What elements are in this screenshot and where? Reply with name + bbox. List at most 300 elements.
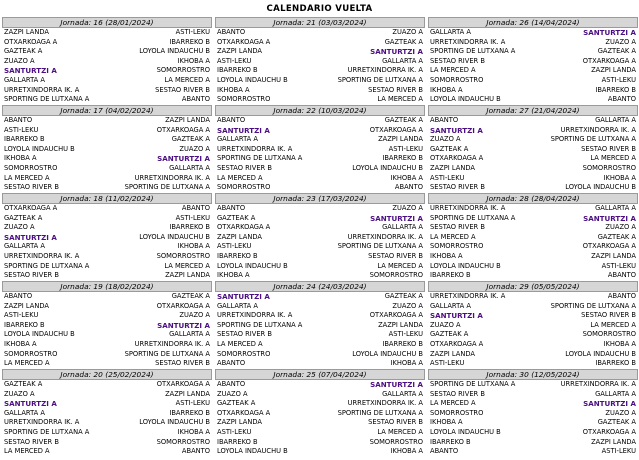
away-team: SANTURTZI A	[583, 213, 636, 223]
match-row	[2, 302, 212, 312]
match-row	[215, 292, 425, 302]
match-row	[2, 214, 212, 224]
match-row	[215, 321, 425, 331]
match-row	[215, 271, 425, 281]
away-team: ZUAZO A	[179, 311, 210, 320]
away-team: OTXARKOAGA A	[156, 301, 210, 310]
calendar-column	[428, 17, 638, 457]
away-team: ASTI-LEKU	[175, 399, 210, 408]
home-team: SANTURTZI A	[217, 125, 270, 135]
match-row	[2, 204, 212, 214]
home-team: ABANTO	[430, 116, 459, 124]
match-row	[428, 174, 638, 184]
home-team: SOMORROSTRO	[430, 408, 484, 417]
away-team: GAZTEAK A	[171, 135, 210, 144]
jornada-header: Jornada: 25 (07/04/2024)	[215, 369, 425, 380]
away-team: URRETXINDORRA IK. A	[134, 339, 210, 348]
home-team: SPORTING DE LUTXANA A	[4, 95, 90, 104]
away-team: IBARREKO B	[169, 223, 210, 232]
match-row	[215, 242, 425, 252]
home-team: GAZTEAK A	[430, 144, 469, 153]
match-row	[215, 418, 425, 428]
away-team: URRETXINDORRA IK. A	[347, 66, 423, 75]
away-team: URRETXINDORRA IK. A	[560, 125, 636, 134]
jornada-block	[428, 105, 638, 193]
away-team: SESTAO RIVER B	[368, 418, 423, 427]
home-team: GALLARTA A	[430, 28, 471, 36]
home-team: IBARREKO B	[4, 320, 45, 329]
away-team: OTXARKOAGA A	[156, 380, 210, 388]
home-team: IKHOBA A	[430, 418, 463, 427]
match-row	[2, 262, 212, 272]
home-team: GALLARTA A	[4, 75, 45, 84]
jornada-block	[428, 281, 638, 369]
away-team: LA MERCED A	[164, 75, 210, 84]
match-row	[428, 126, 638, 136]
home-team: GAZTEAK A	[4, 47, 43, 56]
home-team: ABANTO	[4, 116, 33, 124]
home-team: SOMORROSTRO	[4, 163, 58, 172]
match-row	[2, 38, 212, 48]
match-row	[2, 223, 212, 233]
home-team: LA MERCED A	[430, 399, 476, 408]
away-team: ABANTO	[394, 183, 423, 192]
match-row	[428, 350, 638, 360]
jornada-header: Jornada: 30 (12/05/2024)	[428, 369, 638, 380]
home-team: IBARREKO B	[430, 271, 471, 280]
match-row	[428, 380, 638, 390]
match-row	[2, 321, 212, 331]
away-team: SESTAO RIVER B	[155, 85, 210, 94]
home-team: OTXARKOAGA A	[217, 408, 271, 417]
match-row	[215, 154, 425, 164]
match-row	[428, 252, 638, 262]
away-team: ZUAZO A	[605, 37, 636, 46]
jornada-block	[428, 369, 638, 457]
match-row	[428, 340, 638, 350]
home-team: ABANTO	[217, 116, 246, 124]
away-team: IBARREKO B	[382, 339, 423, 348]
match-row	[428, 223, 638, 233]
away-team: ZUAZO A	[605, 408, 636, 417]
home-team: URRETXINDORRA IK. A	[4, 418, 80, 427]
match-row	[428, 164, 638, 174]
home-team: OTXARKOAGA A	[217, 37, 271, 46]
away-team: ASTI-LEKU	[601, 261, 636, 270]
away-team: LOYOLA INDAUCHU B	[139, 47, 210, 56]
jornada-block	[428, 17, 638, 105]
match-row	[2, 57, 212, 67]
home-team: ABANTO	[217, 359, 246, 368]
match-row	[2, 340, 212, 350]
away-team: SOMORROSTRO	[369, 271, 423, 280]
match-row	[428, 47, 638, 57]
away-team: OTXARKOAGA A	[156, 125, 210, 134]
away-team: LOYOLA INDAUCHU B	[565, 349, 636, 358]
match-row	[2, 418, 212, 428]
match-row	[428, 447, 638, 457]
match-row	[2, 233, 212, 243]
jornada-header: Jornada: 19 (18/02/2024)	[2, 281, 212, 292]
match-row	[215, 28, 425, 38]
home-team: ABANTO	[4, 292, 33, 300]
away-team: OTXARKOAGA A	[582, 427, 636, 436]
home-team: SANTURTZI A	[217, 292, 270, 301]
home-team: LOYOLA INDAUCHU B	[217, 261, 288, 270]
match-row	[428, 154, 638, 164]
away-team: ABANTO	[181, 95, 210, 104]
home-team: SANTURTZI A	[4, 66, 57, 76]
away-team: SANTURTZI A	[583, 399, 636, 409]
away-team: IKHOBA A	[603, 173, 636, 182]
home-team: ZUAZO A	[430, 135, 461, 144]
away-team: ZAZPI LANDA	[165, 271, 210, 280]
away-team: GAZTEAK A	[384, 37, 423, 46]
away-team: GALLARTA A	[382, 56, 423, 65]
home-team: GALLARTA A	[4, 242, 45, 251]
away-team: ZAZPI LANDA	[165, 389, 210, 398]
match-row	[2, 409, 212, 419]
home-team: SESTAO RIVER B	[430, 223, 485, 232]
home-team: GAZTEAK A	[4, 213, 43, 222]
match-row	[428, 204, 638, 214]
home-team: IBARREKO B	[430, 437, 471, 446]
away-team: ASTI-LEKU	[388, 330, 423, 339]
home-team: SANTURTZI A	[430, 125, 483, 135]
match-row	[215, 47, 425, 57]
away-team: SPORTING DE LUTXANA A	[124, 349, 210, 358]
away-team: URRETXINDORRA IK. A	[347, 399, 423, 408]
home-team: GAZTEAK A	[430, 330, 469, 339]
away-team: ABANTO	[607, 292, 636, 300]
away-team: IKHOBA A	[177, 427, 210, 436]
home-team: GAZTEAK A	[217, 213, 256, 222]
match-row	[215, 409, 425, 419]
away-team: LA MERCED A	[377, 427, 423, 436]
match-row	[2, 126, 212, 136]
match-row	[215, 116, 425, 126]
jornada-header: Jornada: 16 (28/01/2024)	[2, 17, 212, 28]
match-row	[215, 262, 425, 272]
match-row	[428, 214, 638, 224]
away-team: ZUAZO A	[392, 28, 423, 36]
jornada-header: Jornada: 21 (03/03/2024)	[215, 17, 425, 28]
away-team: SANTURTZI A	[370, 213, 423, 223]
home-team: SPORTING DE LUTXANA A	[430, 213, 516, 222]
jornada-block	[215, 193, 425, 281]
match-row	[2, 135, 212, 145]
home-team: OTXARKOAGA A	[4, 37, 58, 46]
match-row	[428, 409, 638, 419]
away-team: SOMORROSTRO	[582, 163, 636, 172]
away-team: GALLARTA A	[595, 204, 636, 212]
home-team: ABANTO	[217, 204, 246, 212]
home-team: URRETXINDORRA IK. A	[217, 144, 293, 153]
match-row	[215, 164, 425, 174]
away-team: SANTURTZI A	[583, 28, 636, 37]
away-team: SESTAO RIVER B	[581, 144, 636, 153]
home-team: SPORTING DE LUTXANA A	[4, 427, 90, 436]
jornada-header: Jornada: 29 (05/05/2024)	[428, 281, 638, 292]
match-row	[428, 76, 638, 86]
away-team: SOMORROSTRO	[582, 330, 636, 339]
home-team: LA MERCED A	[4, 173, 50, 182]
match-row	[215, 302, 425, 312]
match-row	[428, 399, 638, 409]
home-team: ABANTO	[217, 380, 246, 388]
match-row	[2, 242, 212, 252]
home-team: OTXARKOAGA A	[430, 154, 484, 163]
home-team: SPORTING DE LUTXANA A	[217, 320, 303, 329]
home-team: IKHOBA A	[4, 339, 37, 348]
away-team: SANTURTZI A	[370, 380, 423, 389]
home-team: OTXARKOAGA A	[217, 223, 271, 232]
away-team: ZUAZO A	[392, 204, 423, 212]
away-team: ABANTO	[607, 271, 636, 280]
away-team: LOYOLA INDAUCHU B	[139, 232, 210, 241]
match-row	[428, 116, 638, 126]
home-team: SESTAO RIVER B	[430, 183, 485, 192]
home-team: ZUAZO A	[217, 389, 248, 398]
match-row	[215, 135, 425, 145]
match-row	[2, 428, 212, 438]
match-row	[428, 390, 638, 400]
away-team: LOYOLA INDAUCHU B	[565, 183, 636, 192]
away-team: LA MERCED A	[377, 261, 423, 270]
away-team: GALLARTA A	[382, 389, 423, 398]
jornada-header: Jornada: 23 (17/03/2024)	[215, 193, 425, 204]
home-team: IBARREKO B	[217, 437, 258, 446]
home-team: ZAZPI LANDA	[4, 301, 49, 310]
home-team: IKHOBA A	[4, 154, 37, 163]
match-row	[215, 399, 425, 409]
match-row	[215, 233, 425, 243]
jornada-header: Jornada: 28 (28/04/2024)	[428, 193, 638, 204]
away-team: ABANTO	[607, 95, 636, 104]
match-row	[215, 447, 425, 457]
home-team: SESTAO RIVER B	[4, 183, 59, 192]
home-team: SOMORROSTRO	[430, 75, 484, 84]
away-team: GALLARTA A	[382, 223, 423, 232]
match-row	[215, 38, 425, 48]
match-row	[428, 66, 638, 76]
jornada-header: Jornada: 26 (14/04/2024)	[428, 17, 638, 28]
away-team: ASTI-LEKU	[175, 213, 210, 222]
away-team: ZUAZO A	[392, 301, 423, 310]
match-row	[215, 252, 425, 262]
match-row	[215, 126, 425, 136]
jornada-block	[2, 17, 212, 105]
home-team: OTXARKOAGA A	[4, 204, 58, 212]
away-team: SESTAO RIVER B	[368, 85, 423, 94]
match-row	[428, 135, 638, 145]
jornada-block	[215, 369, 425, 457]
match-row	[428, 271, 638, 281]
away-team: GAZTEAK A	[597, 232, 636, 241]
home-team: ZUAZO A	[4, 223, 35, 232]
home-team: ZAZPI LANDA	[430, 349, 475, 358]
home-team: LOYOLA INDAUCHU B	[217, 447, 288, 456]
home-team: IKHOBA A	[430, 251, 463, 260]
away-team: SANTURTZI A	[370, 47, 423, 57]
match-row	[215, 330, 425, 340]
home-team: LOYOLA INDAUCHU B	[430, 427, 501, 436]
away-team: ABANTO	[181, 204, 210, 212]
match-row	[215, 428, 425, 438]
jornada-block	[428, 193, 638, 281]
match-row	[428, 86, 638, 96]
match-row	[215, 95, 425, 105]
match-row	[428, 428, 638, 438]
home-team: ABANTO	[430, 447, 459, 456]
home-team: GAZTEAK A	[4, 380, 43, 388]
jornada-block	[2, 193, 212, 281]
away-team: IKHOBA A	[603, 339, 636, 348]
home-team: GALLARTA A	[430, 301, 471, 310]
away-team: ZAZPI LANDA	[591, 251, 636, 260]
away-team: ASTI-LEKU	[388, 144, 423, 153]
away-team: URRETXINDORRA IK. A	[347, 232, 423, 241]
match-row	[2, 447, 212, 457]
home-team: URRETXINDORRA IK. A	[430, 37, 506, 46]
jornada-header: Jornada: 18 (11/02/2024)	[2, 193, 212, 204]
away-team: SESTAO RIVER B	[368, 251, 423, 260]
home-team: IBARREKO B	[4, 135, 45, 144]
match-row	[215, 350, 425, 360]
match-row	[2, 350, 212, 360]
away-team: GALLARTA A	[169, 330, 210, 339]
match-row	[215, 438, 425, 448]
home-team: LOYOLA INDAUCHU B	[430, 95, 501, 104]
home-team: GALLARTA A	[217, 135, 258, 144]
home-team: SOMORROSTRO	[217, 349, 271, 358]
away-team: GAZTEAK A	[384, 116, 423, 124]
match-row	[2, 271, 212, 281]
jornada-block	[2, 281, 212, 369]
match-row	[215, 204, 425, 214]
jornada-header: Jornada: 17 (04/02/2024)	[2, 105, 212, 116]
home-team: ZUAZO A	[4, 389, 35, 398]
home-team: SESTAO RIVER B	[430, 56, 485, 65]
match-row	[215, 183, 425, 193]
away-team: OTXARKOAGA A	[582, 56, 636, 65]
away-team: IKHOBA A	[390, 447, 423, 456]
home-team: IKHOBA A	[430, 85, 463, 94]
away-team: SPORTING DE LUTXANA A	[550, 135, 636, 144]
match-row	[2, 164, 212, 174]
home-team: SANTURTZI A	[4, 399, 57, 409]
away-team: SESTAO RIVER B	[581, 311, 636, 320]
away-team: GAZTEAK A	[171, 292, 210, 300]
match-row	[2, 86, 212, 96]
away-team: ZAZPI LANDA	[591, 66, 636, 75]
away-team: GALLARTA A	[595, 389, 636, 398]
away-team: LA MERCED A	[590, 154, 636, 163]
match-row	[2, 154, 212, 164]
away-team: OTXARKOAGA A	[582, 242, 636, 251]
match-row	[215, 174, 425, 184]
match-row	[428, 302, 638, 312]
away-team: SPORTING DE LUTXANA A	[337, 242, 423, 251]
match-row	[2, 359, 212, 369]
match-row	[2, 116, 212, 126]
away-team: IBARREKO B	[595, 85, 636, 94]
away-team: SOMORROSTRO	[156, 437, 210, 446]
match-row	[428, 242, 638, 252]
away-team: SANTURTZI A	[157, 320, 210, 330]
match-row	[428, 183, 638, 193]
away-team: ZAZPI LANDA	[378, 320, 423, 329]
away-team: ZAZPI LANDA	[378, 135, 423, 144]
match-row	[428, 292, 638, 302]
match-row	[215, 57, 425, 67]
away-team: LA MERCED A	[164, 261, 210, 270]
home-team: URRETXINDORRA IK. A	[217, 311, 293, 320]
match-row	[2, 145, 212, 155]
away-team: URRETXINDORRA IK. A	[560, 380, 636, 388]
away-team: GAZTEAK A	[384, 292, 423, 300]
match-row	[428, 330, 638, 340]
match-row	[215, 76, 425, 86]
away-team: SOMORROSTRO	[156, 66, 210, 75]
home-team: ASTI-LEKU	[217, 242, 252, 251]
home-team: ZUAZO A	[430, 320, 461, 329]
match-row	[428, 438, 638, 448]
away-team: IBARREKO B	[169, 37, 210, 46]
away-team: IKHOBA A	[390, 173, 423, 182]
jornada-block	[2, 369, 212, 457]
match-row	[215, 214, 425, 224]
match-row	[2, 174, 212, 184]
match-row	[428, 311, 638, 321]
home-team: GALLARTA A	[217, 301, 258, 310]
home-team: URRETXINDORRA IK. A	[430, 292, 506, 300]
away-team: URRETXINDORRA IK. A	[134, 173, 210, 182]
match-row	[215, 66, 425, 76]
home-team: LA MERCED A	[4, 447, 50, 456]
match-row	[2, 438, 212, 448]
home-team: GAZTEAK A	[217, 399, 256, 408]
home-team: SESTAO RIVER B	[4, 271, 59, 280]
away-team: ZUAZO A	[605, 223, 636, 232]
away-team: ASTI-LEKU	[601, 75, 636, 84]
home-team: SPORTING DE LUTXANA A	[217, 154, 303, 163]
jornada-block	[215, 281, 425, 369]
away-team: IBARREKO B	[169, 408, 210, 417]
home-team: SPORTING DE LUTXANA A	[4, 261, 90, 270]
match-row	[2, 66, 212, 76]
home-team: SESTAO RIVER B	[4, 437, 59, 446]
away-team: IKHOBA A	[390, 359, 423, 368]
match-row	[2, 330, 212, 340]
home-team: ASTI-LEKU	[430, 359, 465, 368]
match-row	[2, 76, 212, 86]
match-row	[2, 311, 212, 321]
home-team: SOMORROSTRO	[4, 349, 58, 358]
home-team: LA MERCED A	[430, 66, 476, 75]
jornada-block	[215, 105, 425, 193]
home-team: SOMORROSTRO	[217, 183, 271, 192]
away-team: SESTAO RIVER B	[155, 359, 210, 368]
home-team: LA MERCED A	[217, 173, 263, 182]
match-row	[428, 321, 638, 331]
match-row	[215, 86, 425, 96]
match-row	[215, 390, 425, 400]
away-team: GALLARTA A	[595, 116, 636, 124]
match-row	[2, 183, 212, 193]
match-row	[428, 233, 638, 243]
match-row	[428, 359, 638, 369]
